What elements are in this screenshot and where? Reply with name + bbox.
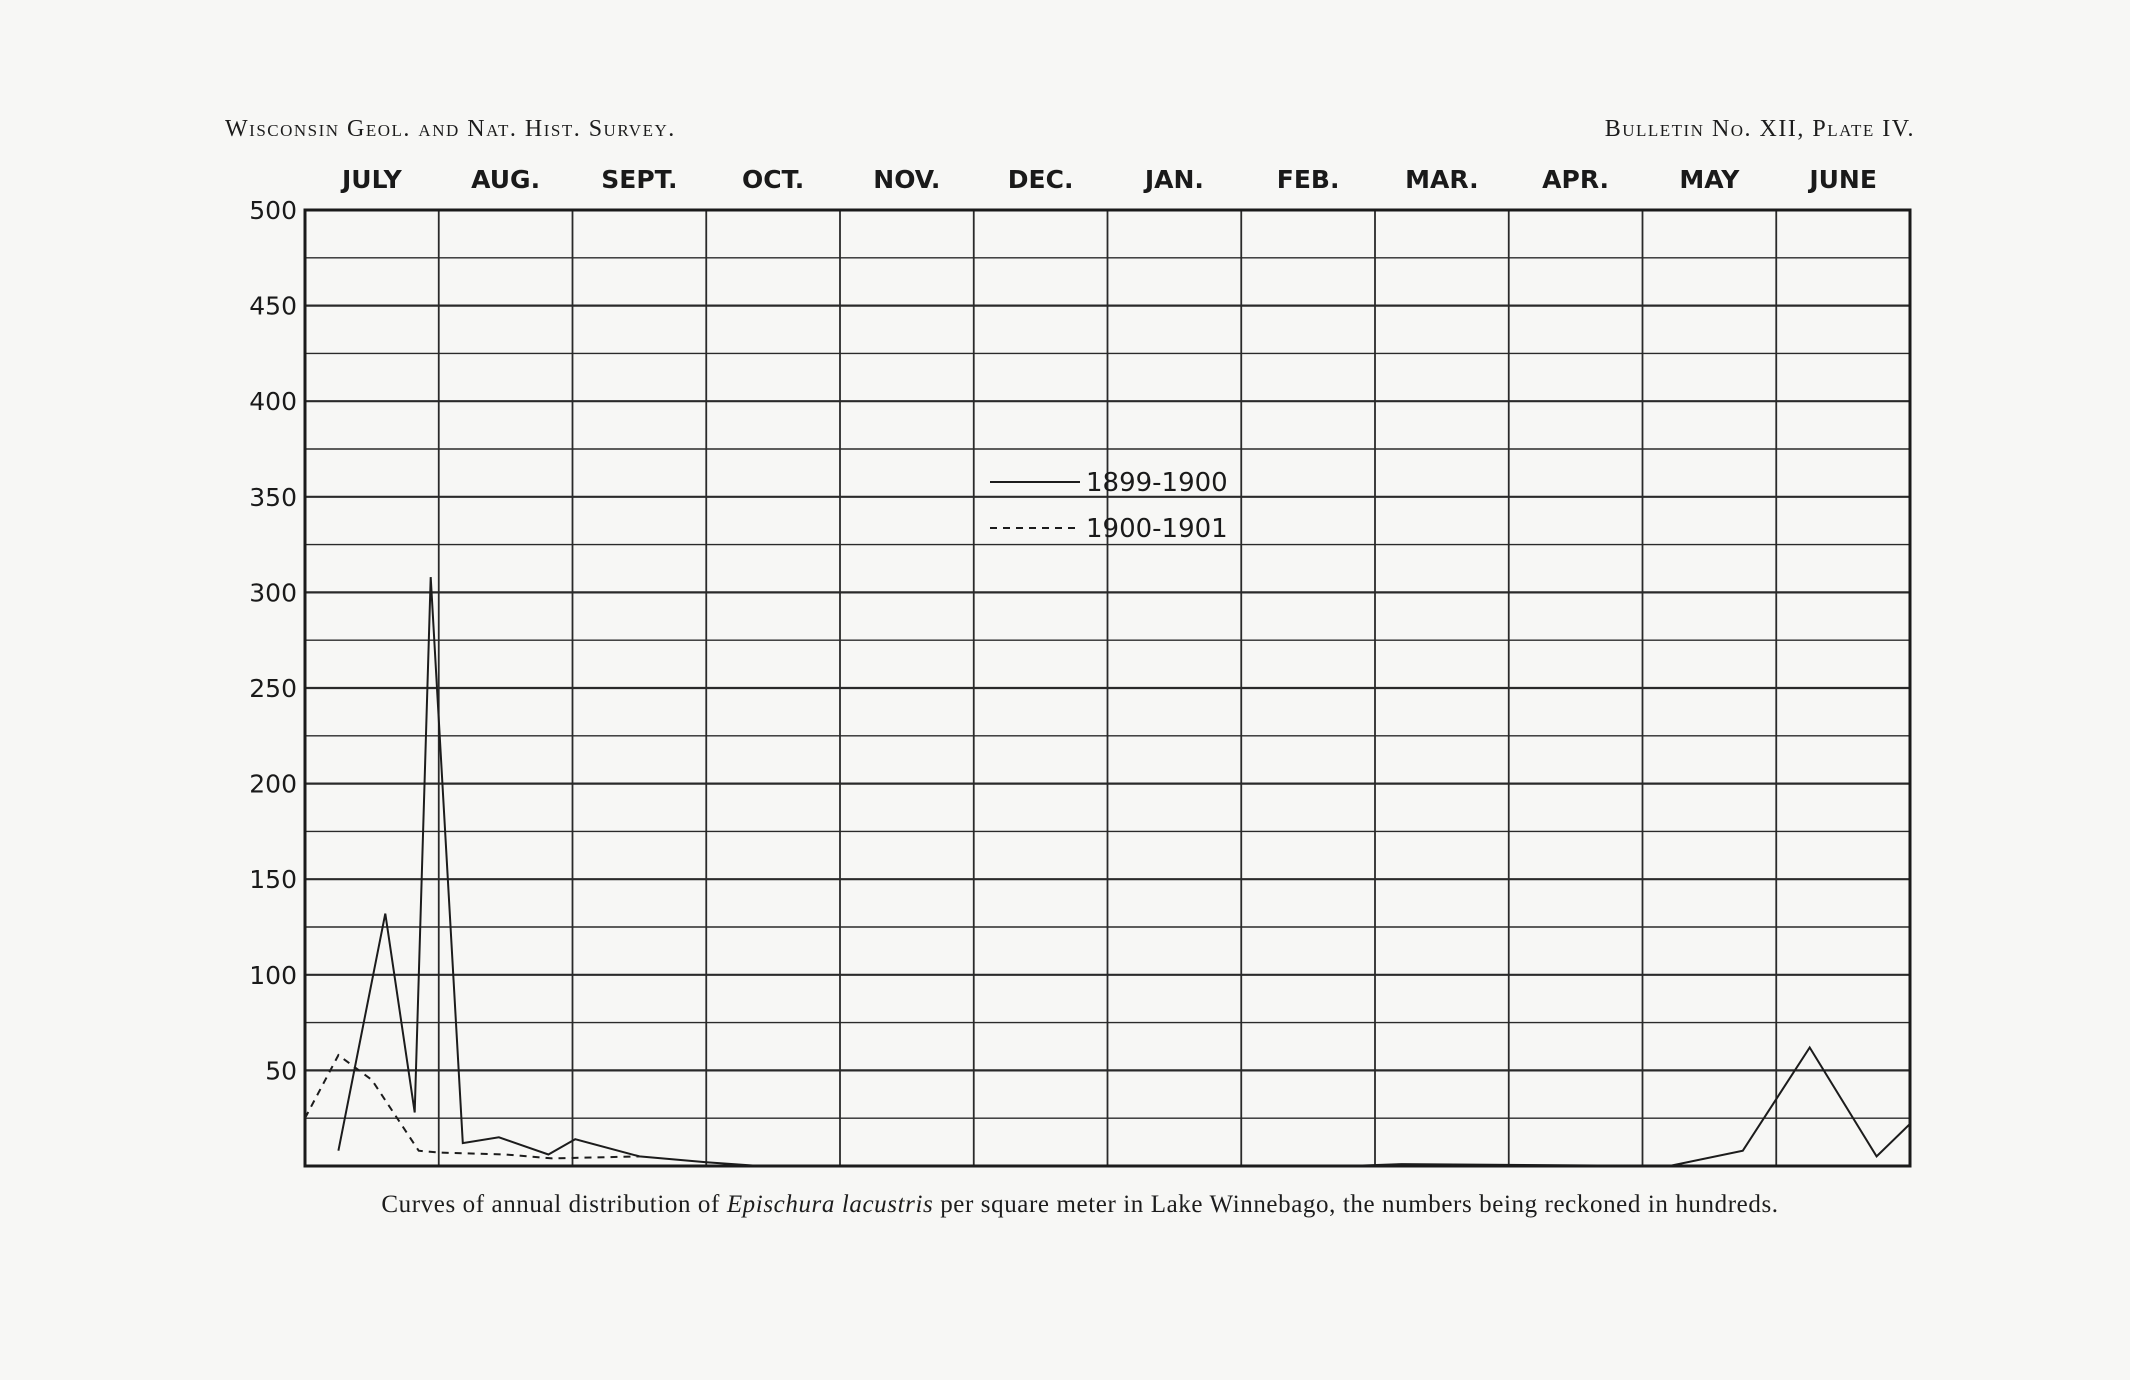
- month-label: JAN.: [1144, 165, 1204, 194]
- month-label: MAY: [1679, 165, 1740, 194]
- y-tick-label: 400: [249, 387, 297, 417]
- month-label: SEPT.: [601, 165, 678, 194]
- legend-label: 1900-1901: [1086, 514, 1228, 544]
- y-tick-label: 50: [265, 1056, 297, 1086]
- month-label: MAR.: [1405, 165, 1479, 194]
- y-tick-label: 350: [249, 482, 297, 512]
- month-label: JULY: [342, 165, 402, 194]
- y-tick-label: 150: [249, 865, 297, 895]
- caption-text-before: Curves of annual distribution of: [381, 1191, 727, 1218]
- series-line-1899-1900: [338, 577, 1910, 1166]
- header-right: Bulletin No. XII, Plate IV.: [1604, 116, 1915, 142]
- month-label: JUNE: [1809, 165, 1877, 194]
- month-label: DEC.: [1007, 165, 1074, 194]
- legend: [990, 468, 1228, 544]
- header-left: Wisconsin Geol. and Nat. Hist. Survey.: [225, 116, 676, 142]
- month-labels: [340, 165, 1877, 194]
- month-label: NOV.: [873, 165, 941, 194]
- figure-caption: [280, 1192, 1880, 1218]
- y-tick-label: 250: [249, 674, 297, 703]
- y-tick-label: 500: [249, 196, 297, 225]
- month-label: AUG.: [471, 165, 541, 194]
- month-label: APR.: [1542, 165, 1610, 194]
- y-tick-label: 450: [249, 291, 297, 321]
- chart-grid: [305, 210, 1910, 1166]
- y-tick-label: 100: [249, 960, 297, 990]
- month-label: OCT.: [741, 165, 805, 194]
- caption-species: Epischura lacustris: [726, 1191, 934, 1218]
- y-tick-label: 200: [249, 769, 297, 799]
- caption-text-after: per square meter in Lake Winnebago, the numbers being reckoned in hundreds.: [933, 1191, 1779, 1218]
- legend-label: 1899-1900: [1086, 468, 1228, 498]
- y-tick-label: 300: [249, 578, 297, 608]
- y-tick-labels: [249, 196, 297, 1085]
- month-label: FEB.: [1276, 165, 1340, 194]
